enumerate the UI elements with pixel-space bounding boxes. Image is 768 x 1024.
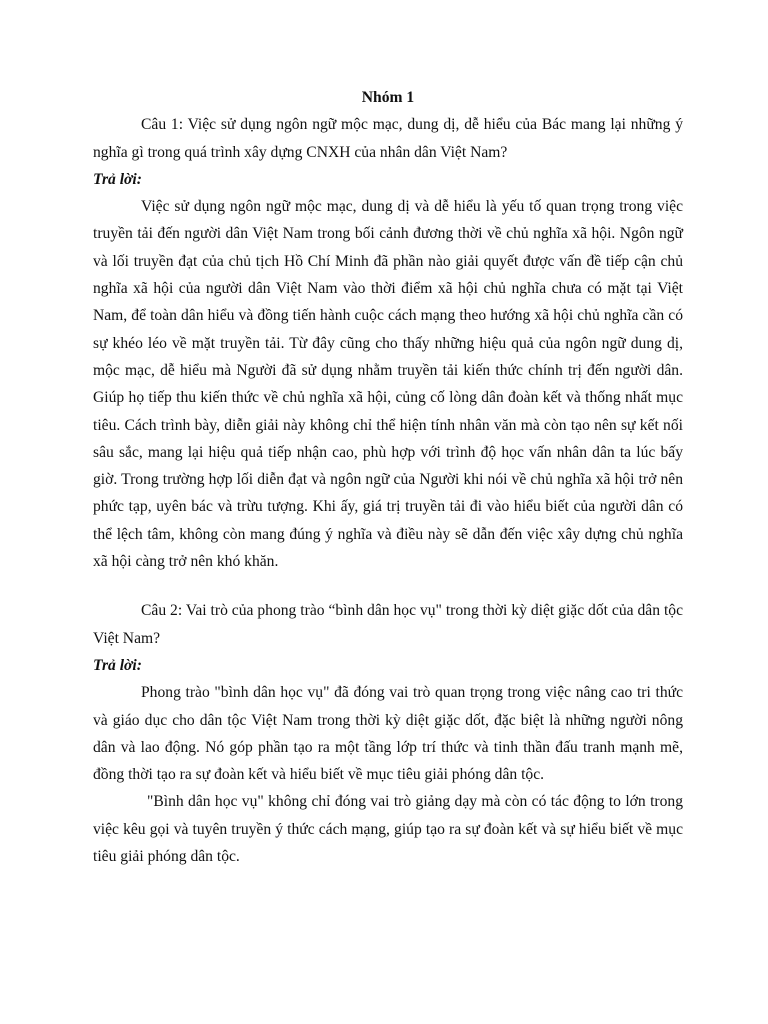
section-question-1 xyxy=(93,111,683,575)
section-spacer xyxy=(93,575,683,597)
document-page xyxy=(93,84,683,870)
answer-1-label: Trả lời: xyxy=(93,170,142,188)
question-1-text: Câu 1: Việc sử dụng ngôn ngữ mộc mạc, dung dị, dễ hiểu của Bác mang lại những ý nghĩa gì trong quá trình xây dựng CNXH của nhân dân Việt Nam? xyxy=(93,116,683,161)
section-question-2 xyxy=(93,597,683,870)
answer-2-label: Trả lời: xyxy=(93,656,142,674)
question-2-text: Câu 2: Vai trò của phong trào “bình dân học vụ" trong thời kỳ diệt giặc dốt của dân tộc Việt Nam? xyxy=(93,602,683,647)
document-title: Nhóm 1 xyxy=(361,89,415,106)
answer-2-paragraph-2: "Bình dân học vụ" không chỉ đóng vai trò giảng dạy mà còn có tác động to lớn trong việc kêu gọi và tuyên truyền ý thức cách mạng, giúp tạo ra sự đoàn kết và sự hiểu biết về mục tiêu giải phóng dân tộc. xyxy=(93,793,683,866)
answer-1-paragraph-1: Việc sử dụng ngôn ngữ mộc mạc, dung dị và dễ hiểu là yếu tố quan trọng trong việc truyền tải đến người dân Việt Nam trong bối cảnh đương thời về chủ nghĩa xã hội. Ngôn ngữ và lối truyền đạt của chủ tịch Hồ Chí Minh đã phần nào giải quyết được vấn đề tiếp cận chủ nghĩa xã hội của người dân Việt Nam vào thời điểm xã hội chủ nghĩa chưa có mặt tại Việt Nam, để toàn dân hiểu và đồng tiến hành cuộc cách mạng theo hướng xã hội chủ nghĩa cần có sự khéo léo về mặt truyền tải. Từ đây cũng cho thấy những hiệu quả của ngôn ngữ dung dị, mộc mạc, dễ hiểu mà Người đã sử dụng nhằm truyền tải kiến thức chính trị đến người dân. Giúp họ tiếp thu kiến thức về chủ nghĩa xã hội, củng cố lòng dân đoàn kết và thống nhất mục tiêu. Cách trình bày, diễn giải này không chỉ thể hiện tính nhân văn mà còn tạo nên sự kết nối sâu sắc, mang lại hiệu quả tiếp nhận cao, phù hợp với trình độ học vấn nhân dân ta lúc bấy giờ. Trong trường hợp lối diễn đạt và ngôn ngữ của Người khi nói về chủ nghĩa xã hội trở nên phức tạp, uyên bác và trừu tượng. Khi ấy, giá trị truyền tải đi vào hiểu biết của người dân có thể lệch tâm, không còn mang đúng ý nghĩa và điều này sẽ dẫn đến việc xây dựng chủ nghĩa xã hội càng trở nên khó khăn. xyxy=(93,198,683,571)
answer-2-paragraph-1: Phong trào "bình dân học vụ" đã đóng vai trò quan trọng trong việc nâng cao tri thức và giáo dục cho dân tộc Việt Nam trong thời kỳ diệt giặc dốt, đặc biệt là những người nông dân và lao động. Nó góp phần tạo ra một tầng lớp trí thức và tinh thần đấu tranh mạnh mẽ, đồng thời tạo ra sự đoàn kết và hiểu biết về mục tiêu giải phóng dân tộc. xyxy=(93,684,683,784)
